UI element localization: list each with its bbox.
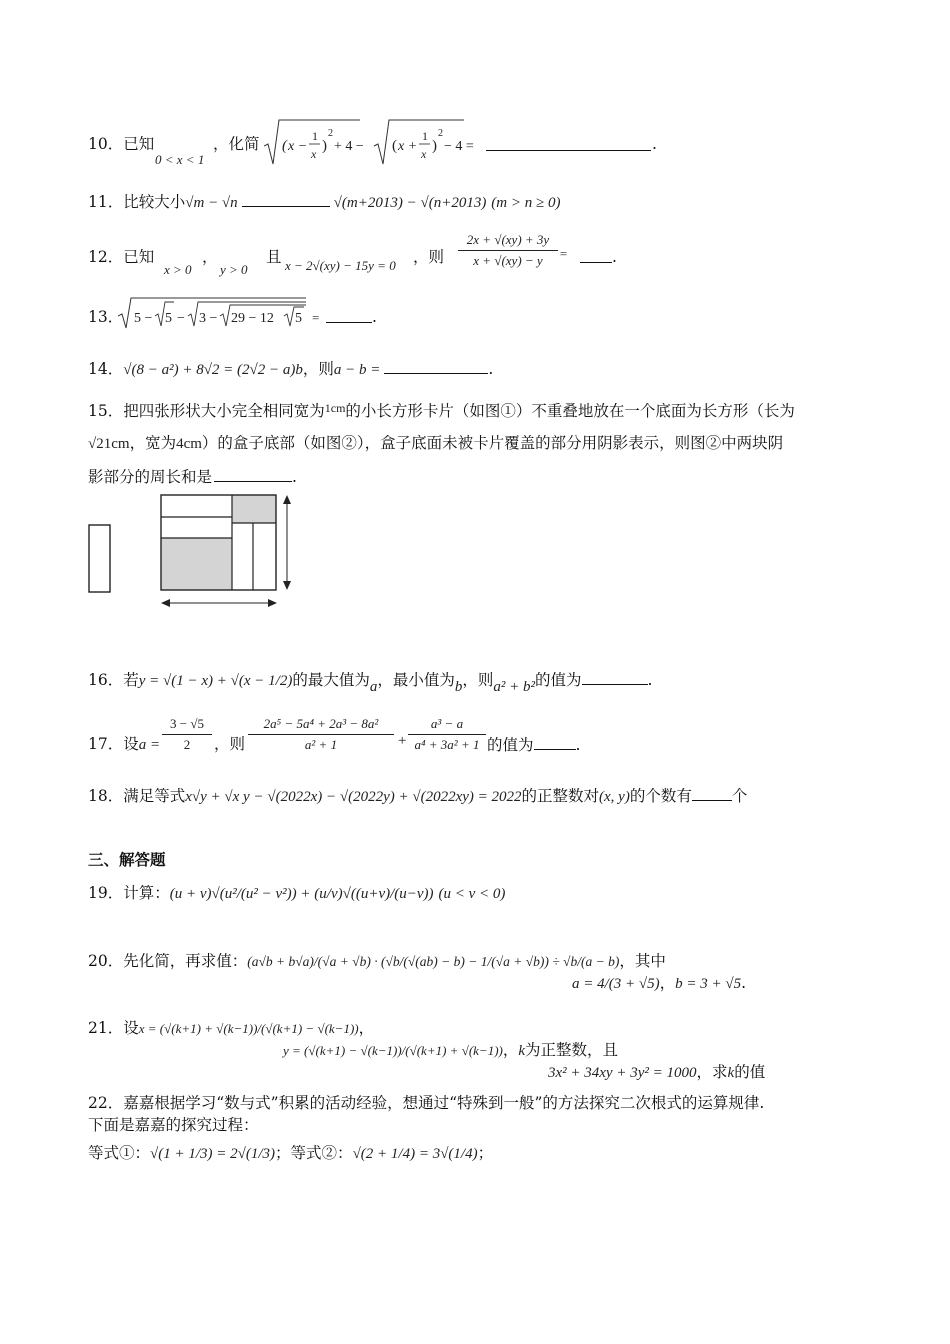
- q17-fraction-2-numerator: a³ − a: [408, 716, 486, 735]
- q16-text-4: ，则: [462, 671, 494, 689]
- question-17: [88, 733, 160, 756]
- q21-text-1: 设: [123, 1019, 139, 1037]
- q21-y-definition: y = (√(k+1) − √(k−1))/(√(k+1) + √(k−1)): [283, 1043, 503, 1058]
- q17-fraction-2: [408, 716, 486, 753]
- q18-text-2: 的正整数对: [521, 787, 600, 805]
- q12-number: 12．: [88, 248, 124, 266]
- q16-answer-blank[interactable]: [582, 668, 648, 685]
- q15-text-1a: 把四张形状大小完全相同宽为: [123, 402, 325, 420]
- q12-fraction-denominator: x + √(xy) − y: [473, 253, 543, 268]
- q20-number: 20．: [88, 952, 124, 970]
- q19-condition: (u < v < 0): [438, 886, 506, 902]
- q16-var-b: b: [454, 679, 463, 695]
- q15-width: 4cm: [176, 436, 202, 452]
- svg-text:(: (: [282, 138, 287, 154]
- q14-expression-2: a − b =: [333, 362, 381, 378]
- q12-condition-3: x − 2√(xy) − 15y = 0: [285, 258, 396, 273]
- q15-length: √21cm: [88, 436, 130, 452]
- q12-fraction-numerator: 2x + √(xy) + 3y: [458, 232, 558, 251]
- question-21: [88, 1017, 374, 1040]
- svg-text:5: 5: [165, 311, 172, 326]
- q13-number: 13．: [88, 308, 124, 326]
- q16-text-2: 的最大值为: [292, 671, 370, 689]
- q17-a-numerator: 3 − √5: [162, 716, 212, 735]
- q10-end: .: [652, 135, 657, 153]
- question-14: [88, 357, 493, 381]
- q18-text-4: 个: [731, 787, 748, 805]
- q11-condition: (m > n ≥ 0): [491, 195, 561, 211]
- q17-fraction-1-denominator: a² + 1: [304, 737, 338, 752]
- q15-text-3: 影部分的周长和是: [88, 468, 213, 486]
- q21-text-2: ，: [502, 1041, 519, 1059]
- question-15-line-2: [88, 432, 783, 455]
- q12-text-2: 且: [266, 248, 282, 266]
- svg-text:=: =: [312, 310, 320, 325]
- svg-text:x: x: [311, 147, 317, 161]
- figure-2-width-arrow: [159, 596, 284, 610]
- question-12: [88, 246, 154, 268]
- q21-x-definition: x = (√(k+1) + √(k−1))/(√(k+1) − √(k−1)): [138, 1021, 359, 1036]
- q21-text-4: ，求: [696, 1063, 728, 1081]
- q10-condition: 0 < x < 1: [155, 152, 205, 167]
- q13-end: .: [372, 308, 377, 326]
- q10-text: 已知: [123, 135, 155, 153]
- q19-text: 计算：: [123, 884, 170, 902]
- q20-text-2: ，其中: [619, 952, 666, 970]
- svg-text:1: 1: [422, 129, 428, 143]
- q12-answer-blank[interactable]: [580, 262, 612, 263]
- q17-a-denominator: 2: [183, 737, 191, 752]
- question-20: [88, 950, 666, 973]
- question-15-line-1: [88, 397, 795, 422]
- section-heading: 三、解答题: [88, 851, 166, 869]
- svg-text:(: (: [392, 138, 397, 154]
- svg-text:x −: x −: [288, 139, 308, 154]
- q21-number: 21．: [88, 1019, 124, 1037]
- q12-fraction: [458, 232, 558, 269]
- q10-number: 10．: [88, 135, 124, 153]
- q20-a-value: a = 4/(3 + √5): [572, 976, 660, 992]
- q16-expression-2: a² + b²: [493, 679, 535, 695]
- q22-end: ；: [477, 1144, 494, 1162]
- q22-equation-1-label: 等式①：: [88, 1144, 151, 1162]
- svg-text:29 − 12: 29 − 12: [231, 311, 274, 326]
- q10-text-2: ，化简: [213, 135, 260, 153]
- q17-text-2: ，则: [214, 735, 246, 753]
- q22-text-1: 嘉嘉根据学习“数与式”积累的活动经验，想通过“特殊到一般”的方法探究二次根式的运算规律.: [123, 1094, 765, 1112]
- q14-number: 14．: [88, 360, 124, 378]
- q22-number: 22．: [88, 1094, 124, 1112]
- q17-tail: [487, 733, 580, 756]
- q12-condition-1: x > 0: [164, 262, 192, 277]
- q19-number: 19．: [88, 884, 124, 902]
- q22-separator: ；等式②：: [275, 1144, 353, 1162]
- q12-separator: ，: [202, 248, 218, 266]
- q13-radical-svg: [118, 296, 328, 332]
- svg-text:2: 2: [328, 128, 333, 139]
- q22-text-2: 下面是嘉嘉的探究过程：: [88, 1116, 259, 1134]
- svg-text:5: 5: [295, 311, 302, 326]
- question-22-line-1b: [88, 1092, 764, 1114]
- q15-text-1b: 的小长方形卡片（如图①）不重叠地放在一个底面为长方形（长为: [345, 402, 795, 420]
- svg-text:): ): [432, 138, 437, 154]
- q11-expression-1: √m − √n: [185, 195, 238, 211]
- question-21-line-2: [283, 1039, 618, 1062]
- q15-end: .: [292, 468, 297, 486]
- question-11: [88, 190, 560, 214]
- q20-end: .: [741, 974, 747, 992]
- q18-expression: x√y + √x y − √(2022x) − √(2022y) + √(2022xy) = 2022: [185, 789, 522, 805]
- q10-answer-blank[interactable]: [486, 150, 651, 151]
- q17-number: 17．: [88, 735, 124, 753]
- q15-text-2d: ）的盒子底部（如图②），盒子底面未被卡片覆盖的部分用阴影表示，则图②中两块阴: [201, 434, 784, 452]
- svg-text:): ): [322, 138, 327, 154]
- q21-text-3: 为正整数，且: [525, 1041, 619, 1059]
- q21-separator: ，: [358, 1019, 375, 1037]
- q22-equation-2: √(2 + 1/4) = 3√(1/4): [352, 1146, 478, 1162]
- q19-expression: (u + v)√(u²/(u² − v²)) + (u/v)√((u+v)/(u−v)): [169, 886, 434, 902]
- q18-text-3: 的个数有: [629, 787, 692, 805]
- q17-a-def: a =: [138, 737, 161, 753]
- q15-number: 15．: [88, 402, 124, 420]
- question-16: [88, 668, 652, 698]
- svg-text:−: −: [177, 311, 185, 326]
- q13-answer-blank[interactable]: [326, 322, 372, 323]
- q14-end: .: [488, 360, 494, 378]
- question-21-line-3: [548, 1061, 765, 1084]
- q17-fraction-2-denominator: a⁴ + 3a² + 1: [414, 737, 480, 752]
- q12-condition-2: y > 0: [220, 262, 248, 277]
- q18-number: 18．: [88, 787, 124, 805]
- q18-answer-blank[interactable]: [692, 784, 732, 801]
- question-18: [88, 784, 747, 808]
- q22-equation-1: √(1 + 1/3) = 2√(1/3): [150, 1146, 276, 1162]
- q11-expression-2: √(m+2013) − √(n+2013): [333, 195, 487, 211]
- svg-text:x +: x +: [398, 139, 418, 154]
- q16-expression: y = √(1 − x) + √(x − 1/2): [138, 673, 293, 689]
- q15-unit: 1cm: [324, 401, 346, 415]
- svg-text:x: x: [421, 147, 427, 161]
- q17-fraction-1: [248, 716, 394, 753]
- q18-text-1: 满足等式: [123, 787, 186, 805]
- question-10: [88, 133, 154, 155]
- q20-b-value: b = 3 + √5: [675, 976, 742, 992]
- svg-text:1: 1: [312, 129, 318, 143]
- q17-a-fraction: [162, 716, 212, 753]
- q21-equation: 3x² + 34xy + 3y² = 1000: [548, 1065, 697, 1081]
- q20-expression: (a√b + b√a)/(√a + √b) · (√b/(√(ab) − b) − 1/(√a + √b)) ÷ √b/(a − b): [247, 954, 620, 969]
- figure-2-box: [159, 493, 309, 601]
- q16-text-3: ，最小值为: [377, 671, 455, 689]
- question-22-equations: [88, 1142, 493, 1165]
- q11-answer-blank[interactable]: [242, 190, 330, 207]
- q18-pair: (x, y): [599, 789, 630, 805]
- q17-answer-blank[interactable]: [534, 733, 576, 750]
- q15-answer-blank[interactable]: [214, 465, 292, 482]
- q16-end: .: [647, 671, 653, 689]
- q16-number: 16．: [88, 671, 124, 689]
- q14-text: ，则: [302, 360, 334, 378]
- question-15-line-3: [88, 465, 297, 488]
- q13-expression: [118, 296, 328, 332]
- q20-text-1: 先化简，再求值：: [123, 952, 248, 970]
- q11-text: 比较大小: [123, 193, 186, 211]
- question-19: [88, 882, 505, 905]
- figure-1-card: [88, 524, 120, 596]
- svg-text:− 4 =: − 4 =: [444, 139, 474, 154]
- q17-end: .: [575, 736, 581, 754]
- q21-var-k: k: [518, 1043, 526, 1059]
- question-20-values: [572, 972, 746, 995]
- q17-text-1: 设: [123, 735, 139, 753]
- q10-radical-svg: [264, 118, 486, 168]
- svg-text:3 −: 3 −: [199, 311, 218, 326]
- svg-text:2: 2: [438, 128, 443, 139]
- q16-text-5: 的值为: [535, 671, 582, 689]
- q17-text-3: 的值为: [487, 736, 534, 754]
- q16-var-a: a: [369, 679, 378, 695]
- q11-number: 11．: [88, 193, 124, 211]
- svg-text:+ 4 −: + 4 −: [334, 139, 364, 154]
- q21-var-k-2: k: [727, 1065, 735, 1081]
- q12-text-3: ，则: [413, 248, 445, 266]
- q14-expression: √(8 − a²) + 8√2 = (2√2 − a)b: [123, 362, 303, 378]
- q12-equals: =: [559, 246, 568, 261]
- q14-answer-blank[interactable]: [384, 357, 488, 374]
- q16-text-1: 若: [123, 671, 139, 689]
- q12-end: .: [612, 248, 617, 266]
- q20-separator: ，: [659, 974, 676, 992]
- q15-text-2b: ，宽为: [129, 434, 177, 452]
- svg-text:5 −: 5 −: [134, 311, 153, 326]
- q17-fraction-1-numerator: 2a⁵ − 5a⁴ + 2a³ − 8a²: [248, 716, 394, 735]
- q17-plus: +: [397, 733, 408, 749]
- q12-text: 已知: [123, 248, 155, 266]
- q21-text-5: 的值: [734, 1063, 766, 1081]
- q10-expression: [264, 118, 486, 168]
